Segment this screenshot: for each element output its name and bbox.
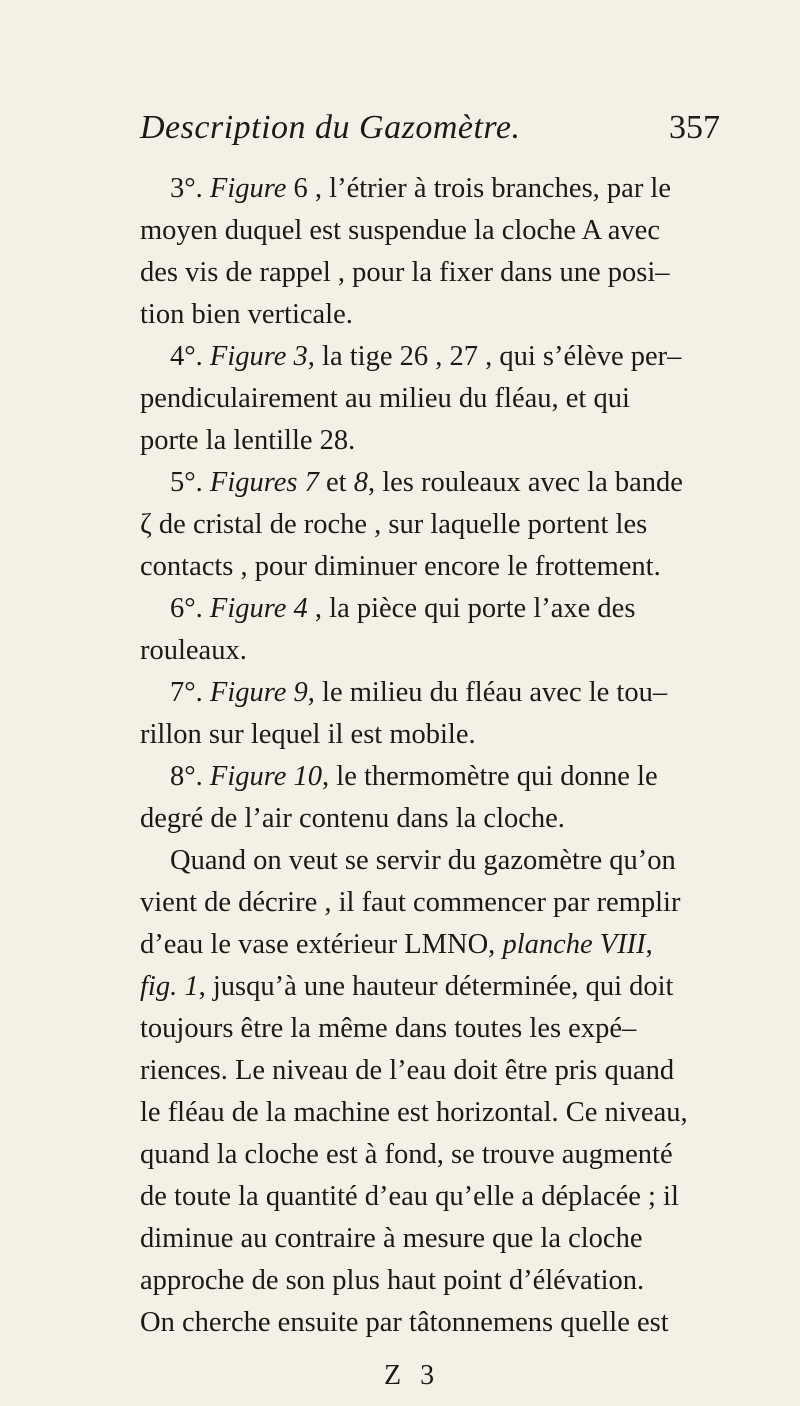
item-number: 7°. (170, 677, 210, 708)
line-text: , la pièce qui porte l’axe des (307, 593, 636, 624)
line-text: d’eau le vase extérieur LMNO, (140, 929, 503, 960)
page-number: 357 (669, 109, 720, 146)
text-line (170, 840, 760, 882)
running-title: Description du Gazomètre. (140, 109, 521, 146)
line-text: contacts , pour diminuer encore le frottement. (140, 551, 661, 582)
text-line (170, 462, 760, 504)
line-text: , le thermomètre qui donne le (322, 761, 658, 792)
line-text: tion bien verticale. (140, 299, 353, 330)
line-text: , (645, 929, 653, 960)
line-text: des vis de rappel , pour la fixer dans une posi– (140, 257, 670, 288)
figure-reference: Figures 7 (209, 467, 319, 498)
figure-reference: fig. 1 (140, 971, 199, 1002)
line-text: approche de son plus haut point d’élévation. (140, 1265, 645, 1296)
line-text: porte la lentille 28. (140, 425, 356, 456)
text-line (170, 756, 760, 798)
text-line (140, 1092, 760, 1134)
line-text: On cherche ensuite par tâtonnemens quelle est (140, 1307, 669, 1338)
text-line (140, 1008, 760, 1050)
line-text: , les rouleaux avec la bande (367, 467, 683, 498)
line-text: et (318, 467, 354, 498)
figure-reference: Figure 3 (209, 341, 308, 372)
item-number: 4°. (170, 341, 210, 372)
text-line (140, 504, 760, 546)
text-line (140, 294, 760, 336)
text-line (140, 798, 760, 840)
plate-reference: planche VIII (502, 929, 646, 960)
text-line (140, 714, 760, 756)
figure-reference: Figure 9 (209, 677, 308, 708)
line-text: ζ de cristal de roche , sur laquelle portent les (140, 509, 648, 540)
text-line (140, 882, 760, 924)
line-text: rillon sur lequel il est mobile. (140, 719, 476, 750)
line-text: pendiculairement au milieu du fléau, et qui (140, 383, 630, 414)
line-text: , le milieu du fléau avec le tou– (307, 677, 668, 708)
text-line (140, 966, 760, 1008)
text-line (170, 336, 760, 378)
signature-mark: Z 3 (384, 1360, 441, 1391)
line-text: rouleaux. (140, 635, 247, 666)
line-text: , la tige 26 , 27 , qui s’élève per– (307, 341, 682, 372)
text-line (140, 210, 760, 252)
text-line (170, 672, 760, 714)
text-line (140, 378, 760, 420)
text-line (140, 1050, 760, 1092)
figure-reference: Figure 4 (209, 593, 308, 624)
line-text: riences. Le niveau de l’eau doit être pris quand (140, 1055, 675, 1086)
text-line (140, 420, 760, 462)
figure-reference: Figure (209, 173, 287, 204)
text-line (140, 1302, 760, 1344)
line-text: de toute la quantité d’eau qu’elle a déplacée ; il (140, 1181, 679, 1212)
text-line (140, 1260, 760, 1302)
text-line (140, 1134, 760, 1176)
text-line (140, 1218, 760, 1260)
line-text: vient de décrire , il faut commencer par remplir (140, 887, 681, 918)
text-line (140, 630, 760, 672)
line-text: , jusqu’à une hauteur déterminée, qui doit (198, 971, 674, 1002)
text-line (170, 588, 760, 630)
line-text: toujours être la même dans toutes les expé– (140, 1013, 637, 1044)
figure-reference: Figure 10 (209, 761, 323, 792)
text-line (140, 546, 760, 588)
line-text: 6 , l’étrier à trois branches, par le (286, 173, 672, 204)
line-text: moyen duquel est suspendue la cloche A avec (140, 215, 660, 246)
text-line (140, 252, 760, 294)
text-line (140, 1176, 760, 1218)
item-number: 3°. (170, 173, 210, 204)
line-text: diminue au contraire à mesure que la cloche (140, 1223, 643, 1254)
item-number: 5°. (170, 467, 210, 498)
line-text: degré de l’air contenu dans la cloche. (140, 803, 565, 834)
line-text: quand la cloche est à fond, se trouve augmenté (140, 1139, 673, 1170)
running-head (140, 98, 720, 158)
figure-reference: 8 (353, 467, 368, 498)
line-text: le fléau de la machine est horizontal. Ce niveau, (140, 1097, 688, 1128)
text-line (140, 924, 760, 966)
item-number: 6°. (170, 593, 210, 624)
item-number: 8°. (170, 761, 210, 792)
text-line (170, 168, 760, 210)
line-text: Quand on veut se servir du gazomètre qu’on (170, 845, 676, 876)
